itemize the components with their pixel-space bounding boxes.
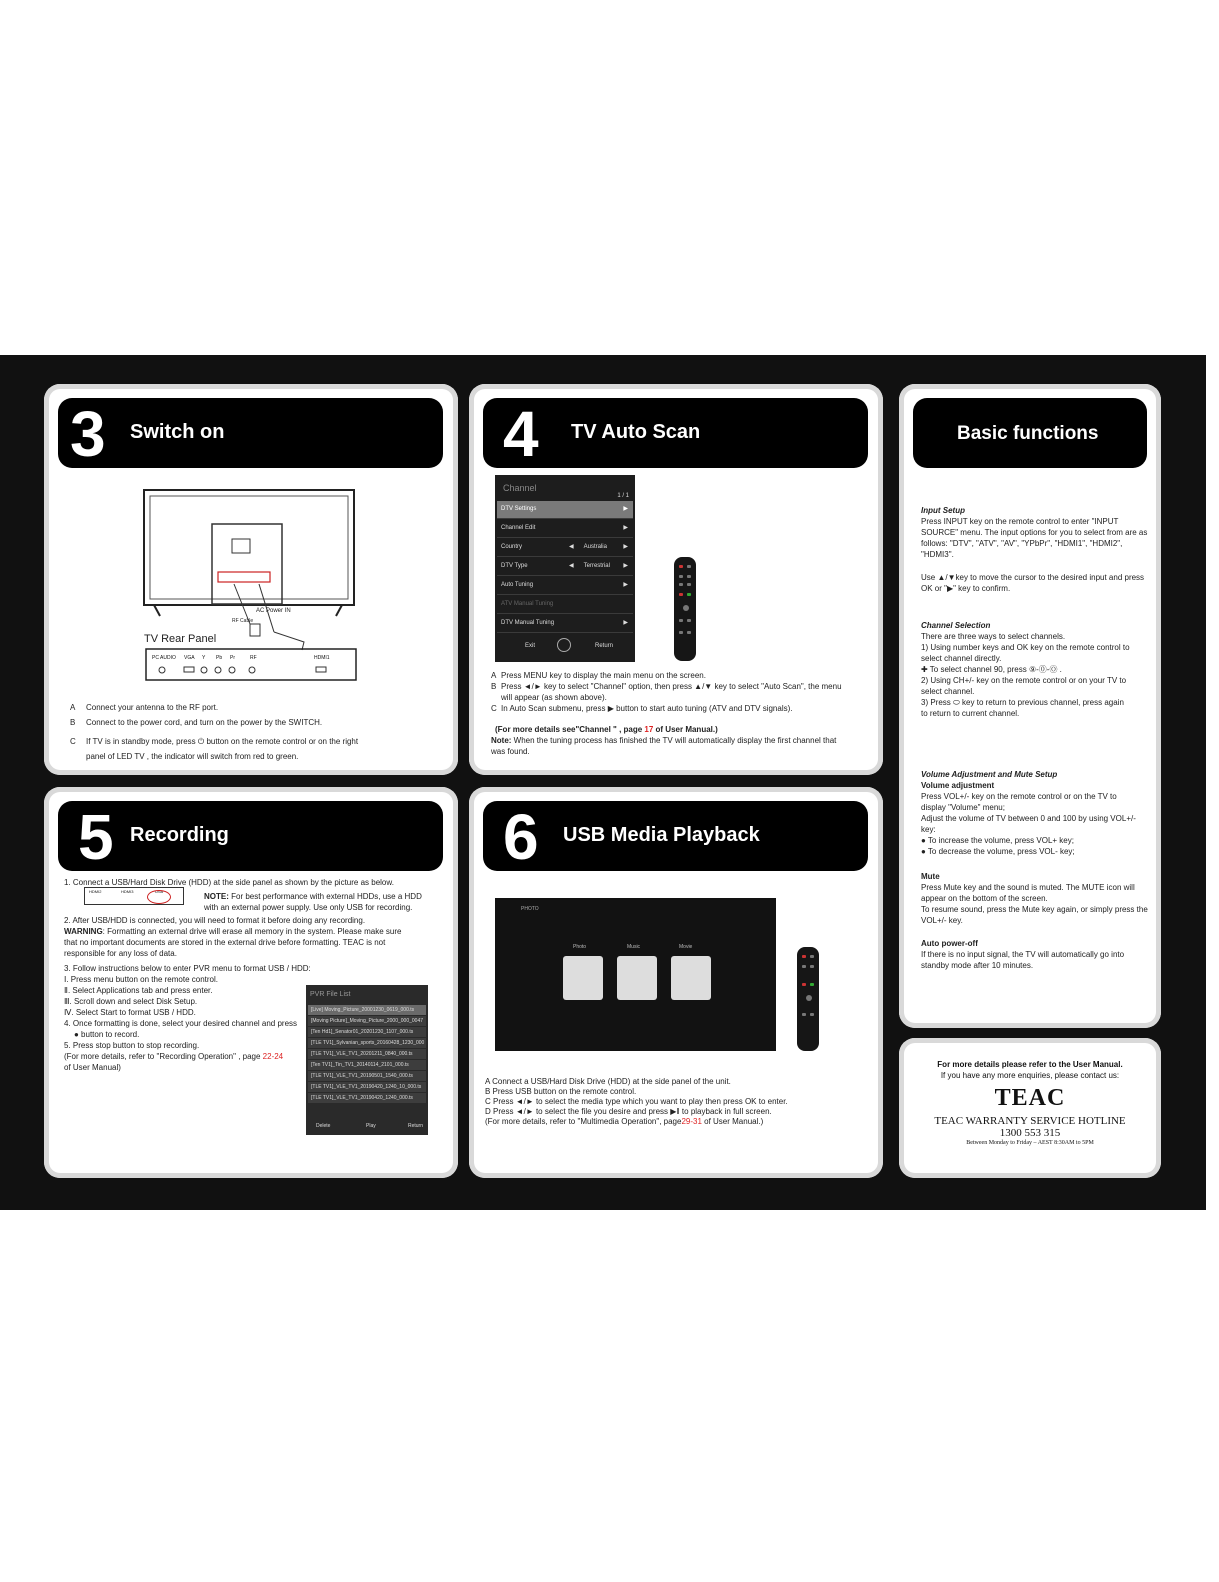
photo-icon	[563, 956, 603, 1000]
menu-return-label: Return	[595, 643, 614, 649]
pvr-row: [Moving Picture]_Moving_Picture_2000_000_0047	[308, 1016, 426, 1026]
pvr-row: [Ten Hd1]_Senator01_20201230_1107_000.ts	[308, 1027, 426, 1037]
panel-contact	[899, 1038, 1161, 1178]
movie-icon	[671, 956, 711, 1000]
step-number: 3	[70, 398, 106, 470]
step-b: B Connect to the power cord, and turn on the power by the SWITCH.	[70, 718, 323, 727]
switch-on-steps	[70, 700, 450, 764]
step-a: A Connect your antenna to the RF port.	[70, 703, 219, 712]
basic-functions-text: Input Setup Press INPUT key on the remote control to enter "INPUT SOURCE" menu. The input options for you to select from are as follows: "DTV", "ATV", "AV", "YPbPr", "HDMI1", "HDMI2", "HDMI3". Use ▲/▼key to move the cursor to the desired input and press OK or "▶" key to confirm. Channel Selection There are three ways to select channels. 1) Using number keys and OK key on the remote control to select channel directly. ✚ To select channel 90, press ⑨-⓪-Ⓞ . 2) Using CH+/- key on the remote control or on your TV to select channel. 3) Press ⬭ key to return to previous channel, press again to return to current channel. Volume Adjustment and Mute Setup Volume adjustment Press VOL+/- key on the remote control or on the TV to display "Volume" menu; Adjust the volume of TV between 0 and 100 by using VOL+/- key: ● To increase the volume, press VOL+ key; ● To decrease the volume, press VOL- key; Mute Press Mute key and the sound is muted. The MUTE icon will appear on the bottom of the screen. To resume sound, press the Mute key again, or simply press the VOL+/- key. Auto power-off If there is no input signal, the TV will automatically go into standby mode after 10 minutes.	[921, 506, 1148, 970]
basic-functions-header	[913, 398, 1147, 468]
port-label: Pr	[230, 655, 235, 661]
channel-menu-screenshot	[495, 475, 635, 662]
panel-basic-functions	[899, 384, 1161, 1028]
pvr-file-list-screenshot: PVR File List [Live] Moving_Picture_20001230_0619_000.ts [Moving Picture]_Moving_Picture_2000_000_0047 [Ten Hd1]_Senator01_20201230_1107_000.ts [TLE TV1]_Sylvanian_sports_20160428_1230_000 [TLE TV1]_VLE_TV1_20201211_0840_000.ts [Ten TV1]_Tin_TV1_20140114_2101_000.ts [TLE TV1]_VLE_TV1_20190501_1540_000.ts [TLE TV1]_VLE_TV1_20190420_1240_10_000.ts [TLE TV1]_VLE_TV1_20190420_1240_000.ts Delete Play Return	[306, 985, 428, 1135]
menu-row: DTV Settings ▶	[497, 501, 633, 519]
panel-switch-on	[44, 384, 458, 775]
pvr-row: [TLE TV1]_VLE_TV1_20190501_1540_000.ts	[308, 1071, 426, 1081]
pvr-row: [Ten TV1]_Tin_TV1_20140114_2101_000.ts	[308, 1060, 426, 1070]
step-c: C If TV is in standby mode, press ⏻ button on the remote control or on the right	[70, 737, 359, 746]
menu-row: Country ◀ Australia ▶	[497, 539, 633, 557]
menu-row: ATV Manual Tuning	[497, 596, 633, 614]
section-title: Recording	[130, 824, 229, 846]
recording-note: NOTE: For best performance with external HDDs, use a HDD with an external power supply. Use only USB for recording.	[204, 892, 422, 912]
usb-highlight	[147, 890, 171, 904]
teac-logo: TEAC	[994, 1085, 1066, 1111]
auto-scan-steps: A Press MENU key to display the main menu on the screen. B Press ◄/► key to select "Channel" option, then press ▲/▼ key to select "Auto Scan", the menu will appear (as shown above). C In Auto Scan submenu, press ▶ button to start auto tuning (ATV and DTV signals). (For more details see"Channel " , page 17 of User Manual.) Note: When the tuning process has finished the TV will automatically display the first channel that was found.	[491, 671, 842, 756]
usb-playback-steps: A Connect a USB/Hard Disk Drive (HDD) at the side panel of the unit. B Press USB button on the remote control. C Press ◄/► to select the media type which you want to play then press OK to enter. D Press ◄/► to select the file you desire and press ▶‖ to playback in full screen. (For more details, refer to "Multimedia Operation", page29-31 of User Manual.)	[485, 1077, 788, 1126]
usb-media-screenshot: PHOTO Photo Music Movie	[495, 898, 776, 1051]
port-label: Pb	[216, 655, 223, 661]
step-number: 6	[503, 801, 539, 873]
ok-icon	[557, 638, 571, 652]
recording-line-1: 1. Connect a USB/Hard Disk Drive (HDD) at the side panel as shown by the picture as below.	[64, 878, 394, 887]
section-title: USB Media Playback	[563, 824, 760, 846]
auto-scan-header	[483, 398, 868, 468]
contact-text: For more details please refer to the User Manual. If you have any more enquiries, please contact us: TEAC TEAC WARRANTY SERVICE HOTLINE 1300 553 315 Between Monday to Friday – AEST 8:30AM to 5PM	[899, 1060, 1161, 1146]
rf-cable-label: RF Cable	[232, 618, 254, 624]
music-icon	[617, 956, 657, 1000]
panel-recording	[44, 787, 458, 1178]
panel-tv-auto-scan	[469, 384, 883, 775]
step-number: 5	[78, 801, 114, 873]
pvr-row: [Live] Moving_Picture_20001230_0619_000.ts	[308, 1005, 426, 1015]
port-label: VGA	[184, 655, 195, 661]
section-title: TV Auto Scan	[571, 421, 701, 443]
pvr-row: [TLE TV1]_Sylvanian_sports_20160428_1230_000	[308, 1038, 426, 1048]
section-title: Basic functions	[957, 423, 1099, 444]
port-label: RF	[250, 655, 257, 661]
menu-exit-label: Exit	[525, 643, 536, 649]
recording-header	[58, 801, 443, 871]
port-label: PC AUDIO	[152, 655, 176, 661]
menu-row: DTV Type ◀ Terrestrial ▶	[497, 558, 633, 576]
menu-row: Channel Edit ▶	[497, 520, 633, 538]
menu-title: Channel	[503, 483, 537, 493]
menu-row: Auto Tuning ▶	[497, 577, 633, 595]
section-title: Switch on	[130, 421, 225, 443]
pvr-row: [TLE TV1]_VLE_TV1_20190420_1240_10_000.ts	[308, 1082, 426, 1092]
remote-control-image	[797, 947, 819, 1051]
usb-playback-header	[483, 801, 868, 871]
rear-panel-label: TV Rear Panel	[144, 633, 217, 645]
step-c-cont: panel of LED TV , the indicator will switch from red to green.	[86, 752, 299, 761]
step-number: 4	[503, 398, 539, 470]
menu-row: DTV Manual Tuning ▶	[497, 615, 633, 633]
ac-power-label: AC Power IN	[256, 608, 291, 614]
port-label: HDMI1	[314, 655, 330, 661]
menu-page: 1 / 1	[617, 493, 629, 499]
recording-warning: 2. After USB/HDD is connected, you will need to format it before doing any recording. WARNING: Formatting an external drive will erase all memory in the system. Please make sure that no important documents are stored in the external drive before formatting. TEAC is not responsible for any loss of data. 3. Follow instructions below to enter PVR menu to format USB / HDD: Ⅰ. Press menu button on the remote control. Ⅱ. Select Applications tab and press enter. Ⅲ. Scroll down and select Disk Setup. Ⅳ. Select Start to format USB / HDD. 4. Once formatting is done, select your desired channel and press ● button to record. 5. Press stop button to stop recording. (For more details, refer to "Recording Operation" , page 22-24 of User Manual)	[64, 916, 402, 1072]
panel-usb-playback	[469, 787, 883, 1178]
quick-start-sheet	[0, 355, 1206, 1210]
pvr-row: [TLE TV1]_VLE_TV1_20190420_1240_000.ts	[308, 1093, 426, 1103]
pvr-row: [TLE TV1]_VLE_TV1_20201211_0840_000.ts	[308, 1049, 426, 1059]
side-panel-diagram: HDMI2 HDMI3 USB	[84, 887, 184, 905]
remote-control-image	[674, 557, 696, 661]
port-label: Y	[202, 655, 206, 661]
